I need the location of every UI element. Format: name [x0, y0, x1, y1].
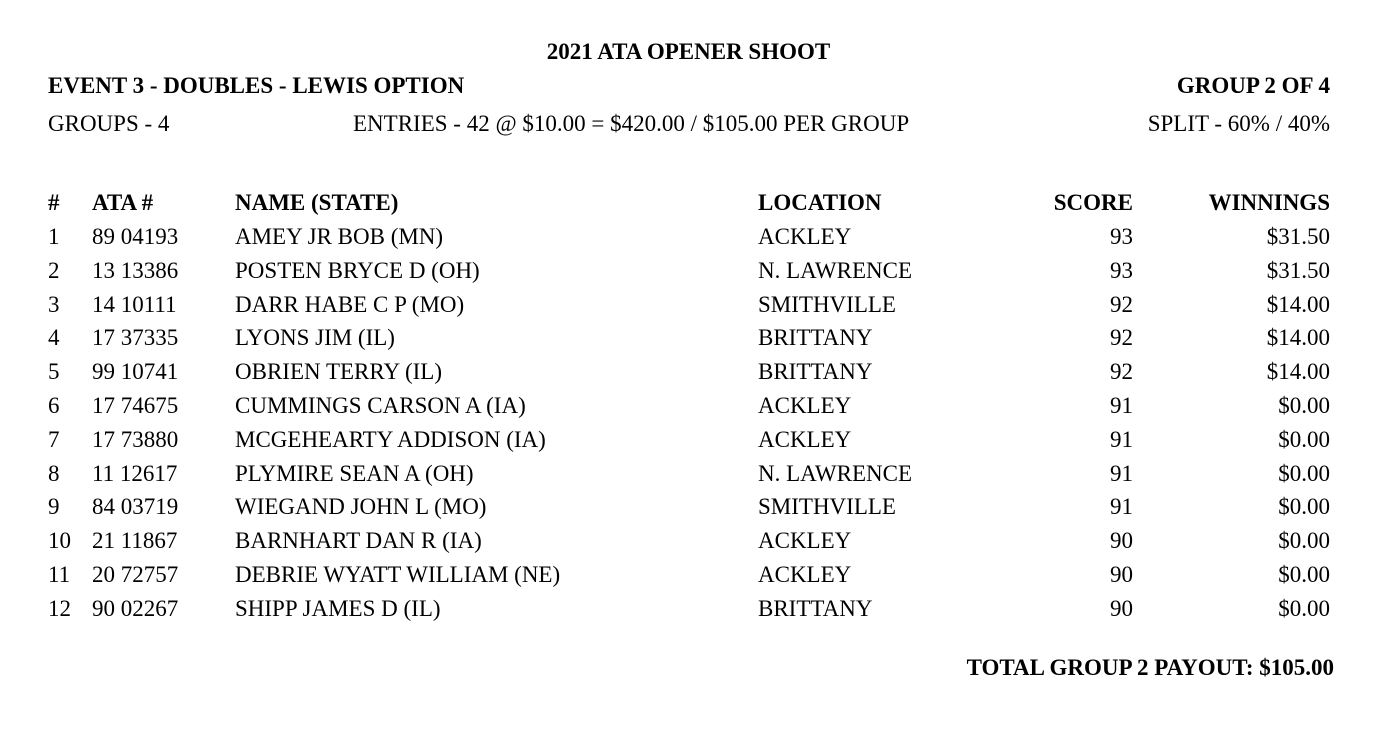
location: BRITTANY	[758, 595, 873, 621]
ata-number: 90 02267	[92, 595, 179, 621]
row-number: 7	[48, 426, 60, 452]
table-row	[0, 292, 1377, 326]
ata-number: 14 10111	[92, 291, 177, 317]
table-row	[0, 596, 1377, 630]
location: SMITHVILLE	[758, 291, 896, 317]
total-payout: TOTAL GROUP 2 PAYOUT: $105.00	[966, 655, 1334, 680]
location: BRITTANY	[758, 359, 873, 385]
table-row	[0, 224, 1377, 258]
winnings: $14.00	[1266, 325, 1330, 351]
score: 91	[1110, 494, 1133, 520]
location: ACKLEY	[758, 393, 852, 418]
shooter-name: POSTEN BRYCE D (OH)	[235, 257, 480, 283]
table-row	[0, 494, 1377, 528]
winnings: $0.00	[1278, 460, 1330, 486]
groups-count: GROUPS - 4	[48, 111, 170, 136]
column-header-num: #	[48, 190, 60, 215]
score: 93	[1110, 224, 1133, 249]
score: 92	[1110, 291, 1133, 317]
column-header-location: LOCATION	[758, 190, 882, 215]
event-title: EVENT 3 - DOUBLES - LEWIS OPTION	[48, 73, 465, 98]
score: 93	[1110, 257, 1133, 283]
shooter-name: DARR HABE C P (MO)	[235, 291, 465, 317]
location: N. LAWRENCE	[758, 460, 913, 486]
score: 91	[1110, 426, 1133, 452]
table-row	[0, 359, 1377, 393]
ata-number: 99 10741	[92, 359, 179, 385]
row-number: 5	[48, 359, 60, 385]
column-header-ata: ATA #	[92, 190, 154, 215]
winnings: $0.00	[1278, 562, 1330, 587]
shooter-name: DEBRIE WYATT WILLIAM (NE)	[235, 562, 561, 587]
row-number: 1	[48, 224, 60, 249]
score: 90	[1110, 562, 1133, 587]
shooter-name: AMEY JR BOB (MN)	[235, 224, 444, 249]
shooter-name: CUMMINGS CARSON A (IA)	[235, 393, 526, 418]
score: 91	[1110, 460, 1133, 486]
winnings: $14.00	[1266, 291, 1330, 317]
ata-number: 17 73880	[92, 426, 179, 452]
row-number: 12	[48, 595, 71, 621]
score: 91	[1110, 393, 1133, 418]
score: 90	[1110, 595, 1133, 621]
ata-number: 17 37335	[92, 325, 179, 351]
ata-number: 11 12617	[92, 460, 178, 486]
location: ACKLEY	[758, 562, 852, 587]
column-header-winnings: WINNINGS	[1208, 190, 1330, 215]
score: 92	[1110, 325, 1133, 351]
page-title: 2021 ATA OPENER SHOOT	[546, 39, 831, 64]
location: N. LAWRENCE	[758, 257, 913, 283]
table-row	[0, 427, 1377, 461]
ata-number: 89 04193	[92, 224, 179, 249]
ata-number: 20 72757	[92, 562, 179, 587]
winnings: $0.00	[1278, 426, 1330, 452]
payout-split: SPLIT - 60% / 40%	[1147, 111, 1330, 136]
shooter-name: BARNHART DAN R (IA)	[235, 528, 482, 554]
table-row	[0, 393, 1377, 427]
row-number: 9	[48, 494, 60, 520]
winnings: $0.00	[1278, 494, 1330, 520]
shooter-name: PLYMIRE SEAN A (OH)	[235, 460, 474, 486]
winnings: $14.00	[1266, 359, 1330, 385]
row-number: 10	[48, 528, 71, 554]
shooter-name: OBRIEN TERRY (IL)	[235, 359, 442, 385]
row-number: 6	[48, 393, 60, 418]
row-number: 3	[48, 291, 60, 317]
table-row	[0, 528, 1377, 562]
location: ACKLEY	[758, 528, 852, 554]
shooter-name: WIEGAND JOHN L (MO)	[235, 494, 487, 520]
ata-number: 17 74675	[92, 393, 179, 418]
column-header-name: NAME (STATE)	[235, 190, 399, 215]
location: BRITTANY	[758, 325, 873, 351]
location: ACKLEY	[758, 224, 852, 249]
winnings: $0.00	[1278, 393, 1330, 418]
shooter-name: LYONS JIM (IL)	[235, 325, 395, 351]
row-number: 8	[48, 460, 60, 486]
ata-number: 84 03719	[92, 494, 179, 520]
table-row	[0, 562, 1377, 596]
row-number: 4	[48, 325, 60, 351]
winnings: $31.50	[1266, 224, 1330, 249]
score: 90	[1110, 528, 1133, 554]
location: ACKLEY	[758, 426, 852, 452]
ata-number: 13 13386	[92, 257, 179, 283]
row-number: 11	[48, 562, 71, 587]
table-row	[0, 258, 1377, 292]
score: 92	[1110, 359, 1133, 385]
winnings: $0.00	[1278, 595, 1330, 621]
shooter-name: SHIPP JAMES D (IL)	[235, 595, 441, 621]
winnings: $31.50	[1266, 257, 1330, 283]
row-number: 2	[48, 257, 60, 283]
location: SMITHVILLE	[758, 494, 896, 520]
shooter-name: MCGEHEARTY ADDISON (IA)	[235, 426, 546, 452]
group-label: GROUP 2 OF 4	[1176, 73, 1330, 98]
column-header-score: SCORE	[1053, 190, 1133, 215]
table-row	[0, 461, 1377, 495]
ata-number: 21 11867	[92, 528, 178, 554]
table-row	[0, 325, 1377, 359]
entries-summary: ENTRIES - 42 @ $10.00 = $420.00 / $105.00 PER GROUP	[353, 111, 910, 136]
winnings: $0.00	[1278, 528, 1330, 554]
